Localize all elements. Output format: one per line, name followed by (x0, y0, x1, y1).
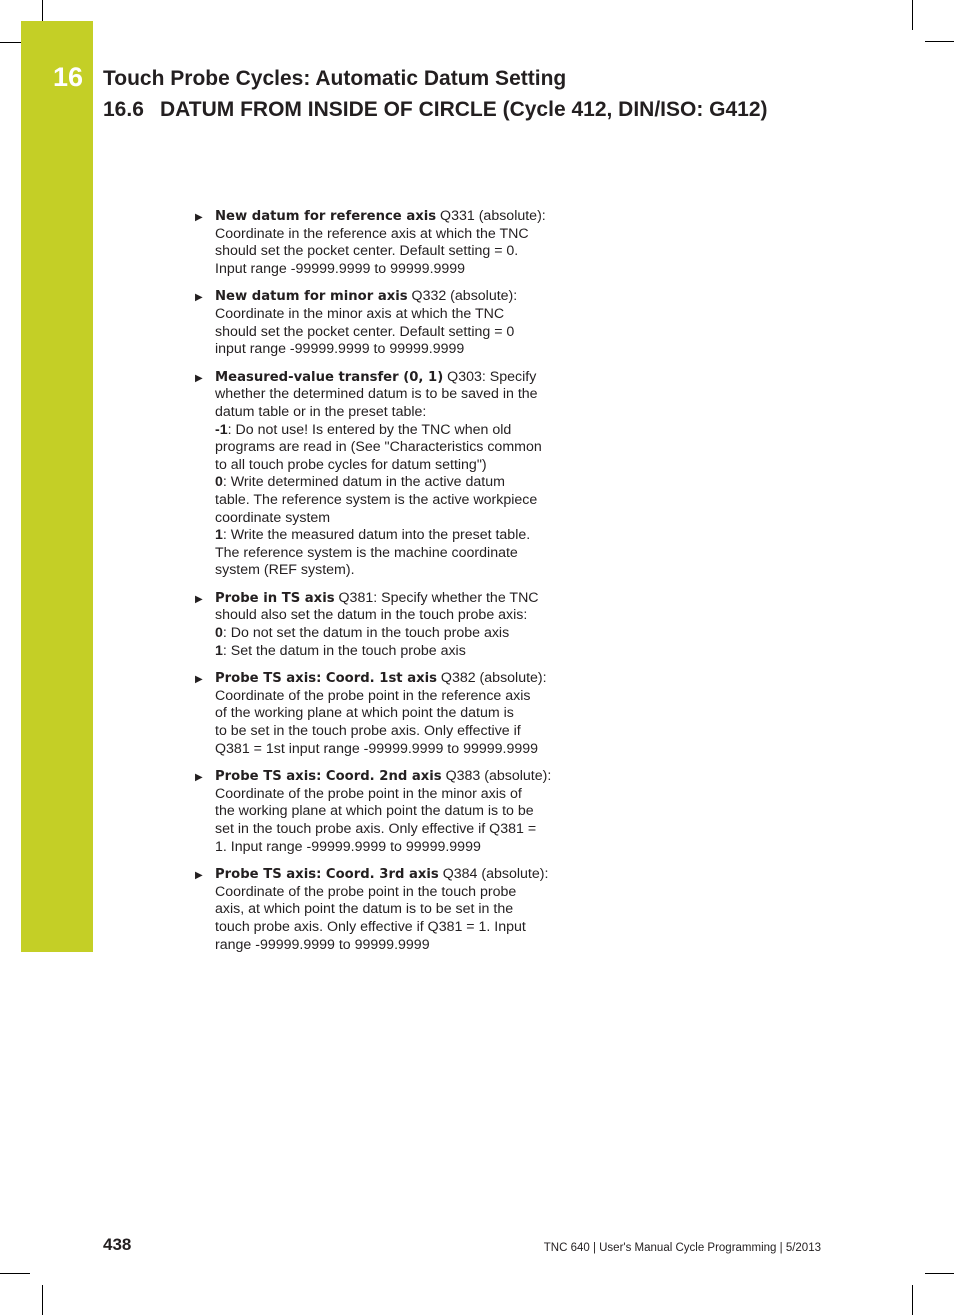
parameter-item (193, 369, 568, 580)
parameter-item (193, 866, 568, 954)
parameter-line (215, 545, 568, 563)
chapter-title: Touch Probe Cycles: Automatic Datum Setting (103, 67, 567, 90)
parameter-line (215, 741, 568, 759)
crop-mark (912, 1285, 913, 1315)
parameter-text: Q381 = 1st input range -99999.9999 to 99999.9999 (215, 740, 539, 757)
parameter-line (215, 341, 568, 359)
parameter-text: Coordinate in the reference axis at which the TNC (215, 225, 529, 242)
parameter-text: Coordinate of the probe point in the reference axis (215, 687, 531, 704)
parameter-line (215, 884, 568, 902)
parameter-label: Probe TS axis: Coord. 3rd axis (215, 867, 439, 883)
parameter-line (215, 821, 568, 839)
parameter-text: axis, at which point the datum is to be set in the (215, 901, 514, 918)
parameter-line (215, 839, 568, 857)
parameter-line (215, 625, 568, 643)
parameter-label: New datum for reference axis (215, 209, 437, 224)
parameter-text: Q331 (absolute): (436, 208, 546, 224)
parameter-line (215, 607, 568, 625)
parameter-line (215, 404, 568, 422)
parameter-text: Coordinate of the probe point in the touch probe (215, 883, 517, 900)
parameter-item (193, 670, 568, 758)
triangle-right-icon: ▶ (195, 593, 203, 605)
parameter-line (215, 422, 568, 440)
crop-mark (42, 1285, 43, 1315)
option-value: -1 (215, 421, 228, 438)
parameter-line (215, 474, 568, 492)
parameter-list (193, 208, 568, 964)
parameter-text: Q303: Specify (443, 368, 537, 385)
triangle-right-icon: ▶ (195, 292, 203, 304)
parameter-text: programs are read in (See "Characteristics common (215, 439, 542, 456)
triangle-right-icon: ▶ (195, 372, 203, 384)
parameter-line (215, 324, 568, 342)
option-value: 1 (215, 642, 223, 659)
triangle-right-icon: ▶ (195, 870, 203, 882)
page-number: 438 (103, 1235, 132, 1254)
parameter-line (215, 723, 568, 741)
parameter-line (215, 688, 568, 706)
parameter-line (215, 866, 568, 884)
parameter-line (215, 386, 568, 404)
parameter-text: set in the touch probe axis. Only effective if Q381 = (215, 821, 537, 837)
parameter-text: Q382 (absolute): (436, 670, 547, 687)
parameter-line (215, 768, 568, 786)
crop-mark (912, 0, 913, 30)
parameter-text: Coordinate of the probe point in the minor axis of (215, 785, 522, 802)
parameter-text: to all touch probe cycles for datum setting") (215, 456, 487, 473)
triangle-right-icon: ▶ (195, 674, 203, 686)
crop-mark (0, 1273, 30, 1274)
parameter-line (215, 226, 568, 244)
parameter-line (215, 786, 568, 804)
triangle-right-icon: ▶ (195, 212, 203, 223)
parameter-text: system (REF system). (215, 562, 355, 579)
parameter-text: the working plane at which point the datum is to be (215, 803, 534, 820)
parameter-label: New datum for minor axis (215, 289, 408, 305)
parameter-text: should set the pocket center. Default setting = 0. (215, 243, 519, 260)
parameter-text: should also set the datum in the touch probe axis: (215, 607, 528, 624)
chapter-sidebar (21, 21, 93, 952)
section-heading: DATUM FROM INSIDE OF CIRCLE (Cycle 412, DIN/ISO: G412) (160, 98, 768, 121)
parameter-line (215, 243, 568, 261)
triangle-right-icon: ▶ (195, 772, 203, 784)
parameter-line (215, 457, 568, 475)
crop-mark (42, 0, 43, 21)
parameter-label: Probe TS axis: Coord. 1st axis (215, 671, 437, 687)
crop-mark (925, 1273, 954, 1274)
parameter-item (193, 768, 568, 856)
parameter-label: Probe in TS axis (215, 590, 335, 606)
parameter-line (215, 919, 568, 937)
parameter-line (215, 306, 568, 324)
parameter-line (215, 901, 568, 919)
parameter-text: Q383 (absolute): (441, 768, 552, 785)
crop-mark (0, 42, 21, 43)
parameter-text: Q332 (absolute): (407, 288, 518, 305)
parameter-text: Q384 (absolute): (438, 866, 549, 883)
footer-text: TNC 640 | User's Manual Cycle Programming | 5/2013 (543, 1242, 821, 1254)
parameter-item (193, 590, 568, 660)
section-title (103, 98, 768, 122)
parameter-text: range -99999.9999 to 99999.9999 (215, 936, 430, 953)
parameter-text: The reference system is the machine coordinate (215, 544, 518, 561)
parameter-line (215, 670, 568, 688)
parameter-line (215, 288, 568, 306)
parameter-text: whether the determined datum is to be saved in the (215, 386, 538, 403)
parameter-text: to be set in the touch probe axis. Only effective if (215, 723, 521, 740)
option-value: 0 (215, 625, 223, 642)
parameter-line (215, 510, 568, 528)
parameter-line (215, 705, 568, 723)
section-number: 16.6 (103, 98, 144, 121)
parameter-text: datum table or in the preset table: (215, 403, 427, 420)
parameter-line (215, 527, 568, 545)
parameter-text: 1. Input range -99999.9999 to 99999.9999 (215, 838, 481, 855)
parameter-line (215, 803, 568, 821)
parameter-text: coordinate system (215, 509, 331, 526)
parameter-item (193, 288, 568, 358)
parameter-line (215, 261, 568, 279)
parameter-line (215, 369, 568, 387)
parameter-line (215, 643, 568, 661)
option-value: 0 (215, 474, 223, 491)
parameter-text: should set the pocket center. Default setting = 0 (215, 323, 515, 340)
crop-mark (925, 41, 954, 42)
parameter-text: : Write the measured datum into the preset table. (222, 527, 531, 544)
parameter-item (193, 208, 568, 278)
parameter-text: : Do not set the datum in the touch probe axis (222, 625, 510, 642)
parameter-line (215, 208, 568, 226)
parameter-line (215, 562, 568, 580)
parameter-text: : Set the datum in the touch probe axis (222, 642, 466, 659)
parameter-line (215, 492, 568, 510)
parameter-label: Measured-value transfer (0, 1) (215, 369, 444, 385)
parameter-text: Input range -99999.9999 to 99999.9999 (215, 260, 466, 277)
parameter-text: input range -99999.9999 to 99999.9999 (215, 341, 465, 358)
parameter-text: touch probe axis. Only effective if Q381 = 1. Input (215, 918, 526, 935)
parameter-line (215, 937, 568, 955)
parameter-text: Q381: Specify whether the TNC (334, 589, 539, 606)
parameter-label: Probe TS axis: Coord. 2nd axis (215, 769, 442, 785)
parameter-line (215, 590, 568, 608)
parameter-text: table. The reference system is the active workpiece (215, 491, 538, 508)
parameter-text: : Write determined datum in the active datum (222, 474, 505, 491)
parameter-text: Coordinate in the minor axis at which the TNC (215, 305, 505, 322)
option-value: 1 (215, 527, 223, 544)
parameter-text: of the working plane at which point the datum is (215, 705, 514, 722)
chapter-number: 16 (53, 62, 84, 92)
parameter-line (215, 439, 568, 457)
parameter-text: : Do not use! Is entered by the TNC when old (227, 421, 512, 438)
